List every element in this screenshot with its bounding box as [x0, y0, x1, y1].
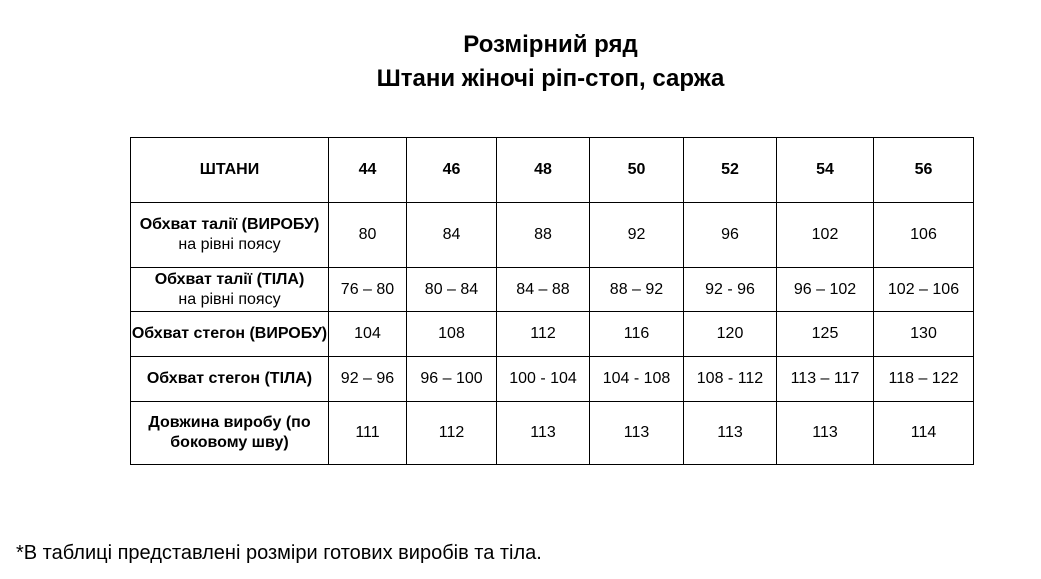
table-cell: 92 — [590, 203, 684, 268]
table-cell: 116 — [590, 312, 684, 357]
table-cell: 114 — [874, 402, 974, 465]
table-cell: 102 — [777, 203, 874, 268]
row-label: Обхват талії (ТІЛА) — [154, 270, 305, 288]
table-cell: 104 — [329, 312, 407, 357]
row-label-cell — [131, 268, 329, 312]
table-cell: 106 — [874, 203, 974, 268]
table-cell: 113 — [684, 402, 777, 465]
table-cell: 125 — [777, 312, 874, 357]
table-cell: 102 – 106 — [874, 268, 974, 312]
table-cell: 118 – 122 — [874, 357, 974, 402]
row-label-cell — [131, 312, 329, 357]
header-cell-label: ШТАНИ — [131, 138, 329, 203]
row-sublabel: на рівні поясу — [178, 236, 281, 253]
table-cell: 112 — [497, 312, 590, 357]
table-cell: 120 — [684, 312, 777, 357]
table-cell: 112 — [407, 402, 497, 465]
table-row — [131, 357, 974, 402]
header-cell-size: 52 — [684, 138, 777, 203]
table-cell: 113 — [590, 402, 684, 465]
table-cell: 84 — [407, 203, 497, 268]
row-label: Довжина виробу (по боковому шву) — [148, 414, 311, 451]
header-cell-size: 56 — [874, 138, 974, 203]
page-title: Розмірний ряд — [463, 31, 638, 58]
table-cell: 88 — [497, 203, 590, 268]
table-cell: 104 - 108 — [590, 357, 684, 402]
table-cell: 100 - 104 — [497, 357, 590, 402]
table-cell: 96 — [684, 203, 777, 268]
size-chart-table — [130, 137, 974, 465]
table-cell: 96 – 102 — [777, 268, 874, 312]
page-subtitle: Штани жіночі ріп-стоп, саржа — [376, 65, 725, 92]
header-cell-size: 54 — [777, 138, 874, 203]
table-cell: 80 — [329, 203, 407, 268]
row-label: Обхват стегон (ТІЛА) — [146, 370, 313, 387]
row-sublabel: на рівні поясу — [178, 290, 281, 308]
table-cell: 92 – 96 — [329, 357, 407, 402]
table-cell: 113 – 117 — [777, 357, 874, 402]
table-row — [131, 268, 974, 312]
row-label-cell — [131, 203, 329, 268]
table-cell: 108 — [407, 312, 497, 357]
table-cell: 130 — [874, 312, 974, 357]
table-row — [131, 203, 974, 268]
table-cell: 96 – 100 — [407, 357, 497, 402]
row-label-cell — [131, 402, 329, 465]
footnote: *В таблиці представлені розміри готових виробів та тіла. — [16, 542, 542, 564]
table-cell: 80 – 84 — [407, 268, 497, 312]
header-cell-size: 46 — [407, 138, 497, 203]
table-cell: 88 – 92 — [590, 268, 684, 312]
row-label: Обхват стегон (ВИРОБУ) — [131, 325, 328, 342]
row-label-cell — [131, 357, 329, 402]
header-cell-size: 48 — [497, 138, 590, 203]
header-cell-size: 50 — [590, 138, 684, 203]
table-cell: 113 — [777, 402, 874, 465]
table-header-row — [131, 138, 974, 203]
table-row — [131, 402, 974, 465]
table-row — [131, 312, 974, 357]
table-cell: 84 – 88 — [497, 268, 590, 312]
header-cell-size: 44 — [329, 138, 407, 203]
table-cell: 108 - 112 — [684, 357, 777, 402]
table-cell: 111 — [329, 402, 407, 465]
table-cell: 113 — [497, 402, 590, 465]
row-label: Обхват талії (ВИРОБУ) — [139, 216, 320, 233]
table-cell: 76 – 80 — [329, 268, 407, 312]
table-cell: 92 - 96 — [684, 268, 777, 312]
